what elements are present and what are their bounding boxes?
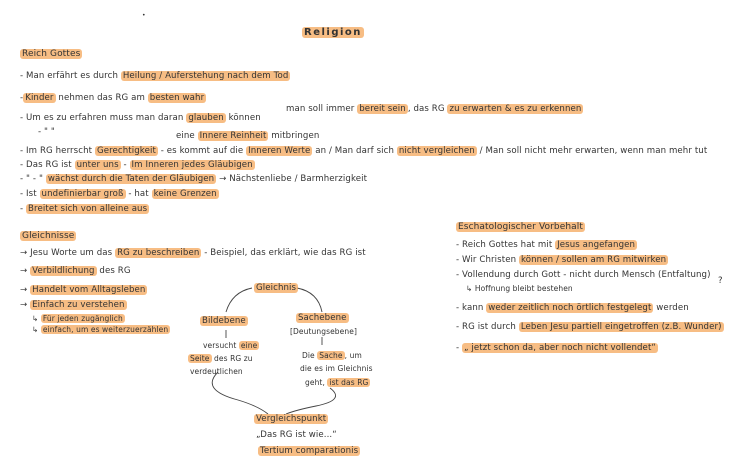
highlighted-text: Verbildlichung xyxy=(32,266,95,276)
text: man soll immer xyxy=(286,104,358,114)
text: → xyxy=(20,266,31,276)
text: eine xyxy=(176,131,198,141)
highlighted-text: ist das RG xyxy=(329,378,369,387)
highlighted-text: Gleichnisse xyxy=(22,231,75,241)
text: - es kommt auf die xyxy=(157,146,247,156)
note-line xyxy=(456,303,689,314)
text: können xyxy=(225,113,261,123)
note-line xyxy=(456,270,711,281)
highlighted-text: wächst durch die Taten der Gläubigen xyxy=(47,174,215,184)
text: - xyxy=(120,160,130,170)
highlighted-text: Eschatologischer Vorbehalt xyxy=(458,222,584,232)
diagram-bottom-title xyxy=(254,414,328,425)
text: , um xyxy=(344,351,362,360)
connector-left-bottom xyxy=(212,372,268,414)
highlighted-text: glauben xyxy=(188,113,224,123)
text: - Vollendung durch Gott - nicht durch Mensch (Entfaltung) xyxy=(456,270,711,280)
diagram-right-subtitle xyxy=(290,326,357,337)
text: - xyxy=(20,93,24,103)
highlighted-text: Seite xyxy=(190,354,210,363)
highlighted-text: RG zu beschreiben xyxy=(117,248,200,258)
text: - Man erfährt es durch xyxy=(20,71,121,81)
text: - Um es zu erfahren muss man daran xyxy=(20,113,187,123)
text: , das RG xyxy=(407,104,448,114)
text: an / Man darf sich xyxy=(312,146,397,156)
connector-right-bottom xyxy=(286,388,336,414)
diagram-right-title xyxy=(296,313,349,324)
highlighted-text: Für jeden zugänglich xyxy=(42,314,123,323)
diagram-right-text xyxy=(300,363,373,374)
note-line xyxy=(456,343,658,354)
text: „Das RG ist wie...“ xyxy=(256,430,337,440)
text: versucht xyxy=(203,341,239,350)
connector-left xyxy=(226,288,252,312)
highlighted-text: einfach, um es weiterzuerzählen xyxy=(42,325,169,334)
highlighted-text: Gleichnis xyxy=(256,283,297,293)
text: ? xyxy=(718,276,723,286)
highlighted-text: undefinierbar groß xyxy=(41,189,124,199)
highlighted-text: Leben Jesu partiell eingetroffen (z.B. Wunder) xyxy=(520,322,722,332)
text: - Das RG ist xyxy=(20,160,75,170)
ink-dot: • xyxy=(142,12,146,19)
diagram-right-text xyxy=(302,350,362,361)
note-line xyxy=(456,240,637,251)
text: - Ist xyxy=(20,189,40,199)
text: die es im Gleichnis xyxy=(300,364,373,373)
diagram-bottom-quote xyxy=(256,430,337,441)
text: - hat xyxy=(125,189,152,199)
text: des RG xyxy=(96,266,131,276)
text: - Beispiel, das erklärt, wie das RG ist xyxy=(201,248,366,258)
section-heading-vorbehalt xyxy=(456,222,585,233)
highlighted-text: weder zeitlich noch örtlich festgelegt xyxy=(488,303,652,313)
highlighted-text: Vergleichspunkt xyxy=(256,414,327,424)
highlighted-text: „ jetzt schon da, aber noch nicht vollendet“ xyxy=(464,343,656,353)
highlighted-text: Im Inneren jedes Gläubigen xyxy=(131,160,253,170)
text: des RG zu xyxy=(211,354,253,363)
highlighted-text: nicht vergleichen xyxy=(398,146,475,156)
question-mark xyxy=(718,276,723,287)
highlighted-text: bereit sein xyxy=(359,104,406,114)
text: - Im RG herrscht xyxy=(20,146,95,156)
text: [Deutungsebene] xyxy=(290,327,357,336)
text: → xyxy=(20,300,31,310)
highlighted-text: eine xyxy=(240,341,258,350)
text: werden xyxy=(653,303,689,313)
diagram-left-text xyxy=(203,340,259,351)
highlighted-text: Heilung / Auferstehung nach dem Tod xyxy=(122,71,289,81)
highlighted-text: Breitet sich von alleine aus xyxy=(28,204,148,214)
text: - RG ist durch xyxy=(456,322,519,332)
highlighted-text: Inneren Werte xyxy=(248,146,311,156)
text: - xyxy=(20,204,27,214)
text: ↳ Hoffnung bleibt bestehen xyxy=(466,284,573,293)
highlighted-text: Einfach zu verstehen xyxy=(32,300,125,310)
highlighted-text: Bildebene xyxy=(202,316,246,326)
text: - Reich Gottes hat mit xyxy=(456,240,556,250)
diagram-left-text xyxy=(190,366,243,377)
text: geht, xyxy=(305,378,328,387)
highlighted-text: Innere Reinheit xyxy=(199,131,267,141)
text: ↳ xyxy=(32,325,41,334)
text: nehmen das RG am xyxy=(55,93,148,103)
highlighted-text: können / sollen am RG mitwirken xyxy=(520,255,667,265)
highlighted-text: keine Grenzen xyxy=(153,189,217,199)
note-line xyxy=(456,255,668,266)
text: mitbringen xyxy=(268,131,320,141)
diagram-left-text xyxy=(188,353,253,364)
diagram-right-text xyxy=(305,377,370,388)
text: - Wir Christen xyxy=(456,255,519,265)
connector-right xyxy=(297,288,322,312)
text: verdeutlichen xyxy=(190,367,243,376)
highlighted-text: Religion xyxy=(304,27,362,38)
highlighted-text: besten wahr xyxy=(149,93,205,103)
text: - xyxy=(456,343,463,353)
text: ↳ xyxy=(32,314,41,323)
highlighted-text: unter uns xyxy=(76,160,119,170)
text: - " - " xyxy=(20,174,46,184)
highlighted-text: Sachebene xyxy=(298,313,347,323)
text: → Jesu Worte um das xyxy=(20,248,116,258)
note-subline xyxy=(466,283,573,294)
text: - " " xyxy=(38,127,55,137)
diagram-bottom-term xyxy=(258,446,360,457)
highlighted-text: Kinder xyxy=(25,93,54,103)
highlighted-text: Reich Gottes xyxy=(22,49,81,59)
text: Die xyxy=(302,351,318,360)
highlighted-text: Sache xyxy=(319,351,343,360)
note-line xyxy=(456,322,724,333)
highlighted-text: Tertium comparationis xyxy=(260,446,359,456)
text: → Nächstenliebe / Barmherzigkeit xyxy=(216,174,368,184)
highlighted-text: Jesus angefangen xyxy=(557,240,636,250)
text: / Man soll nicht mehr erwarten, wenn man mehr tut xyxy=(476,146,708,156)
highlighted-text: zu erwarten & es zu erkennen xyxy=(449,104,582,114)
diagram-root xyxy=(254,283,298,294)
highlighted-text: Handelt vom Alltagsleben xyxy=(32,285,146,295)
highlighted-text: Gerechtigkeit xyxy=(96,146,156,156)
text: → xyxy=(20,285,31,295)
diagram-left-title xyxy=(200,316,248,327)
text: - kann xyxy=(456,303,487,313)
